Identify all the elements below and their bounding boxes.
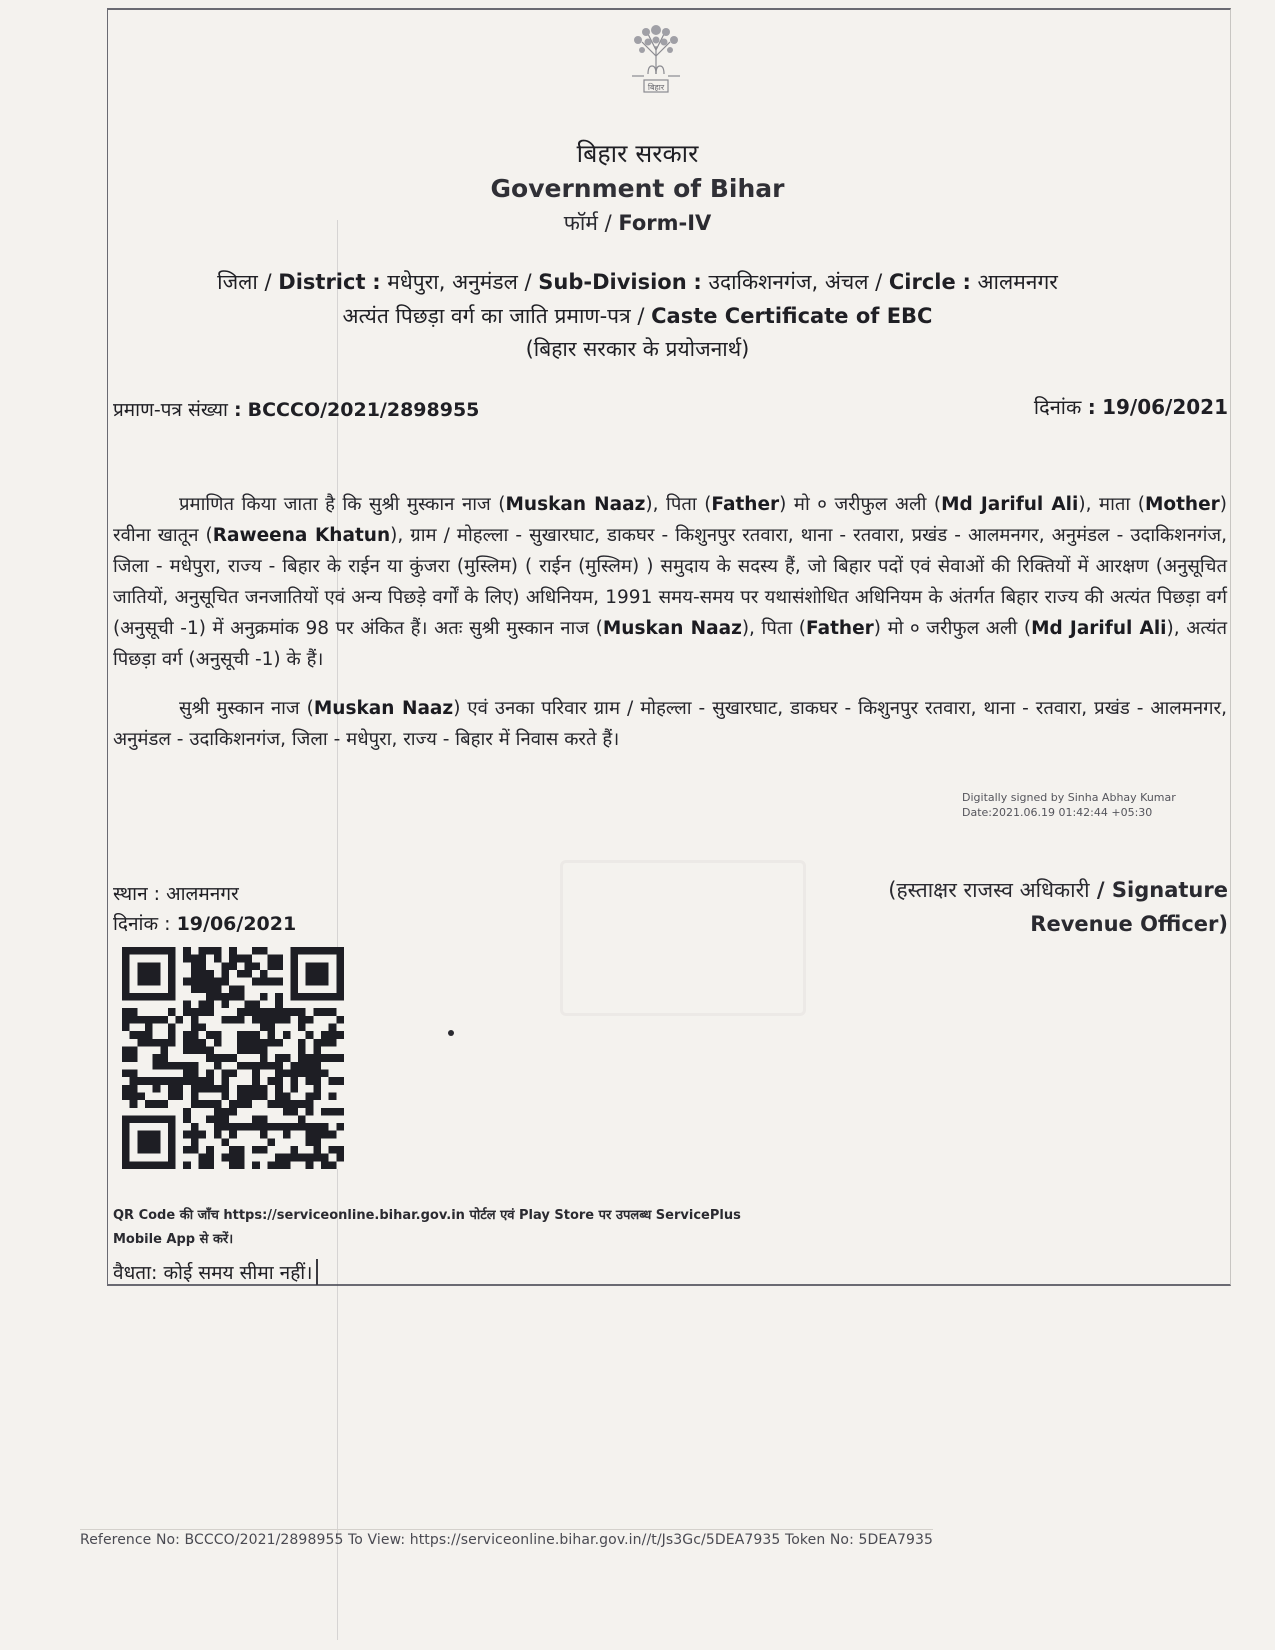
bihar-emblem-icon [618, 16, 694, 108]
certificate-title-hindi: अत्यंत पिछड़ा वर्ग का जाति प्रमाण-पत्र [342, 304, 631, 328]
place-date-label: दिनांक [113, 913, 159, 935]
circle-value: आलमनगर [977, 270, 1058, 294]
certificate-number-label: प्रमाण-पत्र संख्या [113, 399, 228, 421]
certificate-number-value: BCCCO/2021/2898955 [247, 399, 480, 421]
form-label: फॉर्म / Form-IV [563, 211, 712, 235]
place-date: दिनांक : 19/06/2021 [113, 913, 297, 935]
signature-label-english: Signature [1111, 878, 1228, 902]
place-label: स्थान [113, 883, 148, 905]
certification-paragraph: प्रमाणित किया जाता है कि सुश्री मुस्कान नाज (Muskan Naaz), पिता (Father) मो ० जरीफुल अली (Md Jariful Ali), माता (Mother) रवीना खातून (Raweena Khatun), ग्राम / मोहल्ला - सुखारघाट, डाकघर - किशुनपुर रतवारा, थाना - रतवारा, प्रखंड - आलमनगर, अनुमंडल - उदाकिशनगंज, जिला - मधेपुरा, राज्य - बिहार के राईन या कुंजरा (मुस्लिम) ( राईन (मुस्लिम) ) समुदाय के सदस्य हैं, जो बिहार पदों एवं सेवाओं की रिक्तियों में आरक्षण (अनुसूचित जातियों, अनुसूचित जनजातियों एवं अन्य पिछड़े वर्गों के लिए) अधिनियम, 1991 समय-समय पर यथासंशोधित अधिनियम के अंतर्गत बिहार राज्य की अत्यंत पिछड़ा वर्ग (अनुसूची -1) में अनुक्रमांक 98 पर अंकित हैं। अतः सुश्री मुस्कान नाज (Muskan Naaz), पिता (Father) मो ० जरीफुल अली (Md Jariful Ali), अत्यंत पिछड़ा वर्ग (अनुसूची -1) के हैं। [113, 494, 1227, 670]
form-label-english: Form-IV [618, 211, 712, 235]
father-name: Md Jariful Ali [941, 494, 1079, 515]
certificate-title: अत्यंत पिछड़ा वर्ग का जाति प्रमाण-पत्र / Caste Certificate of EBC [342, 304, 933, 328]
mother-name: Raweena Khatun [212, 525, 391, 546]
qr-verification-note [113, 1204, 813, 1252]
digital-signature-signer: Digitally signed by Sinha Abhay Kumar [962, 791, 1176, 804]
certificate-purpose: (बिहार सरकार के प्रयोजनार्थ) [525, 337, 750, 361]
place-value: आलमनगर [166, 883, 239, 905]
circle-label-hindi: अंचल [824, 270, 869, 294]
form-label-hindi: फॉर्म [563, 211, 598, 235]
district-label-english: District [278, 270, 366, 294]
government-name-english: Government of Bihar [490, 174, 785, 203]
jurisdiction-line: जिला / District : मधेपुरा, अनुमंडल / Sub-Division : उदाकिशनगंज, अंचल / Circle : आलमनगर [217, 270, 1058, 294]
government-name-hindi: बिहार सरकार [576, 139, 699, 168]
issue-date-label: दिनांक [1033, 395, 1082, 419]
district-value: मधेपुरा [387, 270, 439, 294]
residence-paragraph: सुश्री मुस्कान नाज (Muskan Naaz) एवं उनका परिवार ग्राम / मोहल्ला - सुखारघाट, डाकघर - किशुनपुर रतवारा, थाना - रतवारा, प्रखंड - आलमनगर, अनुमंडल - उदाकिशनगंज, जिला - मधेपुरा, राज्य - बिहार में निवास करते हैं। [113, 698, 1227, 750]
qr-code[interactable] [122, 947, 344, 1169]
subdivision-label-english: Sub-Division [538, 270, 687, 294]
subdivision-label-hindi: अनुमंडल [452, 270, 518, 294]
digital-signature-date: Date:2021.06.19 01:42:44 +05:30 [962, 806, 1153, 819]
signature-block: (हस्ताक्षर राजस्व अधिकारी / Signature Revenue Officer) [888, 873, 1228, 941]
digital-signature-stamp [962, 790, 1176, 820]
place: स्थान : आलमनगर [113, 883, 239, 905]
signature-label-hindi: (हस्ताक्षर राजस्व अधिकारी [888, 878, 1090, 902]
reference-footer[interactable]: Reference No: BCCCO/2021/2898955 To View: https://serviceonline.bihar.gov.in//t/Js3Gc/5DEA7935 Token No: 5DEA7935 [80, 1529, 933, 1548]
emblem-caption: बिहार [647, 83, 665, 92]
district-label-hindi: जिला [217, 270, 258, 294]
certificate-number: प्रमाण-पत्र संख्या : BCCCO/2021/2898955 [113, 399, 480, 421]
paper-fold-line [337, 220, 338, 1640]
signature-officer-title: Revenue Officer) [1030, 912, 1228, 936]
faded-stamp [560, 860, 806, 1016]
issue-date-value: 19/06/2021 [1102, 395, 1228, 419]
issue-date: दिनांक : 19/06/2021 [1033, 395, 1228, 419]
qr-note-line1: QR Code की जाँच https://serviceonline.bihar.gov.in पोर्टल एवं Play Store पर उपलब्ध ServicePlus [113, 1208, 741, 1223]
place-date-value: 19/06/2021 [176, 913, 297, 935]
subdivision-value: उदाकिशनगंज [708, 270, 812, 294]
qr-note-line2: Mobile App से करें। [113, 1232, 234, 1247]
circle-label-english: Circle [888, 270, 956, 294]
validity-note: वैधता: कोई समय सीमा नहीं। [113, 1259, 318, 1285]
certificate-title-english: Caste Certificate of EBC [651, 304, 933, 328]
applicant-name: Muskan Naaz [505, 494, 646, 515]
ink-dot [448, 1030, 454, 1036]
